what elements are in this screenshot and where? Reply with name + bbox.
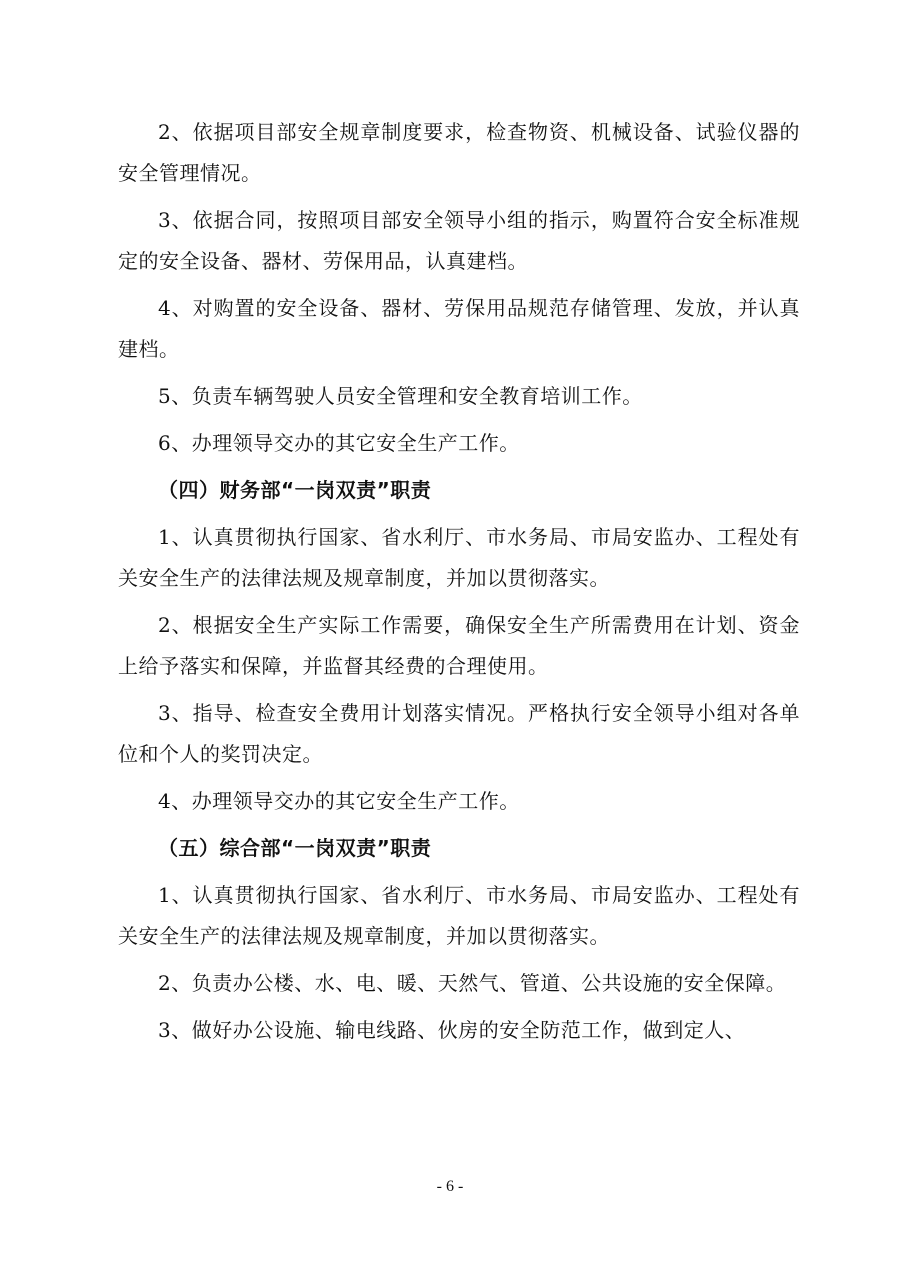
paragraph-item: 2、依据项目部安全规章制度要求，检查物资、机械设备、试验仪器的安全管理情况。: [118, 120, 800, 185]
paragraph-item: 5、负责车辆驾驶人员安全管理和安全教育培训工作。: [158, 384, 643, 408]
section-heading-general-affairs: （五）综合部“一岗双责”职责: [158, 836, 432, 860]
paragraph-item: 6、办理领导交办的其它安全生产工作。: [158, 431, 520, 455]
paragraph-item: 1、认真贯彻执行国家、省水利厅、市水务局、市局安监办、工程处有关安全生产的法律法规及规章制度，并加以贯彻落实。: [118, 525, 800, 590]
paragraph-item: 4、办理领导交办的其它安全生产工作。: [158, 789, 520, 813]
paragraph-item: 3、指导、检查安全费用计划落实情况。严格执行安全领导小组对各单位和个人的奖罚决定。: [118, 701, 800, 766]
paragraph-item: 1、认真贯彻执行国家、省水利厅、市水务局、市局安监办、工程处有关安全生产的法律法规及规章制度，并加以贯彻落实。: [118, 883, 800, 948]
paragraph-item: 2、根据安全生产实际工作需要，确保安全生产所需费用在计划、资金上给予落实和保障，并监督其经费的合理使用。: [118, 613, 800, 678]
document-body: [118, 112, 800, 1051]
paragraph-item: 3、依据合同，按照项目部安全领导小组的指示，购置符合安全标准规定的安全设备、器材、劳保用品，认真建档。: [118, 208, 800, 273]
page-number: - 6 -: [436, 1178, 464, 1195]
paragraph-item: 3、做好办公设施、输电线路、伙房的安全防范工作，做到定人、: [158, 1018, 746, 1042]
section-heading-finance: （四）财务部“一岗双责”职责: [158, 478, 432, 502]
paragraph-item: 2、负责办公楼、水、电、暖、天然气、管道、公共设施的安全保障。: [158, 971, 787, 995]
paragraph-item: 4、对购置的安全设备、器材、劳保用品规范存储管理、发放，并认真建档。: [118, 296, 800, 361]
